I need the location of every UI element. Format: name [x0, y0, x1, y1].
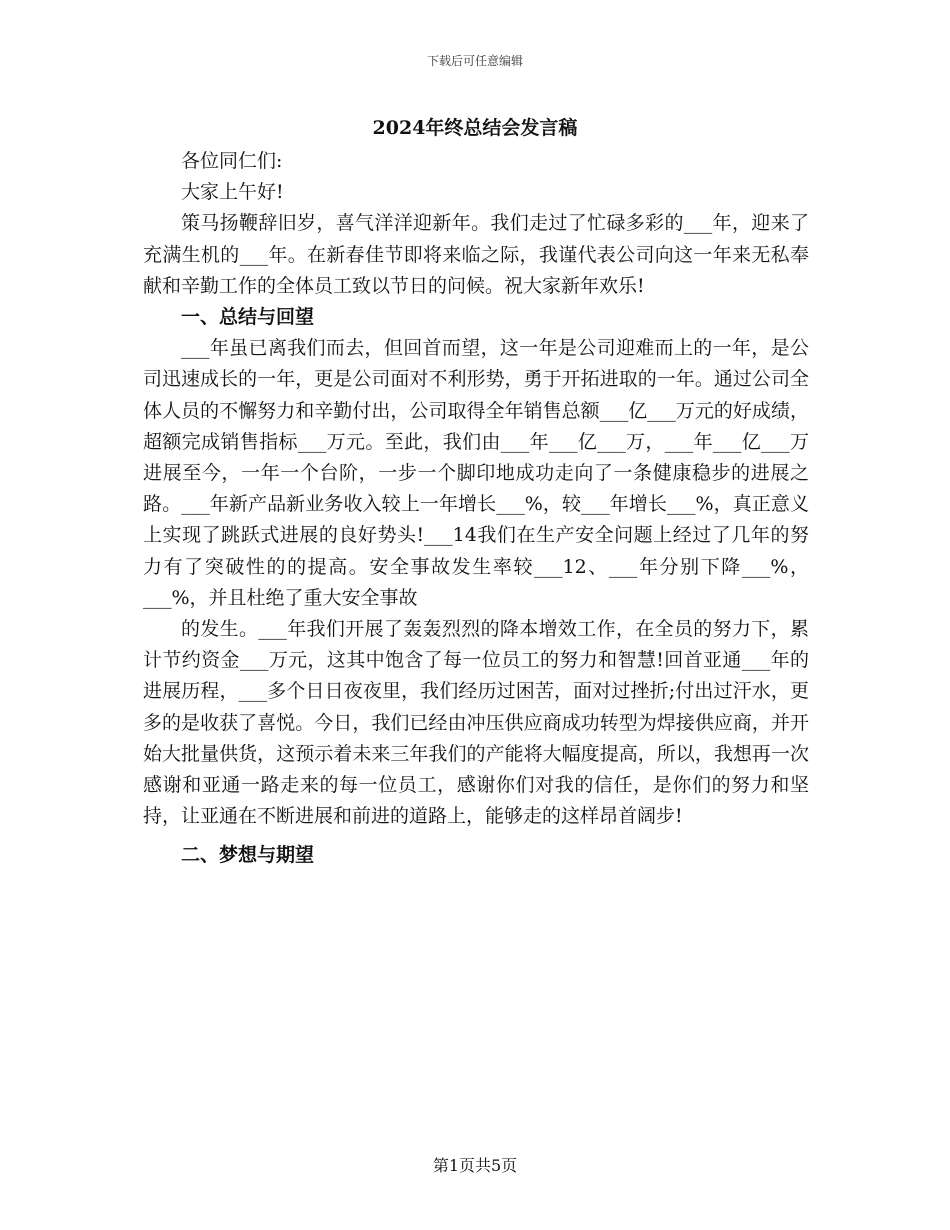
summary-paragraph-1: ___年虽已离我们而去，但回首而望，这一年是公司迎难而上的一年，是公司迅速成长的一年，更是公司面对不利形势，勇于开拓进取的一年。通过公司全体人员的不懈努力和辛勤付出，公司取得全年销售总额___亿___万元的好成绩，超额完成销售指标___万元。至此，我们由___年___亿___万，___年___亿___万进展至今，一年一个台阶，一步一个脚印地成功走向了一条健康稳步的进展之路。___年新产品新业务收入较上一年增长___%，较___年增长___%，真正意义上实现了跳跃式进展的良好势头!___14我们在生产安全问题上经过了几年的努力有了突破性的的提高。安全事故发生率较___12、___年分别下降___%，___%，并且杜绝了重大安全事故 [143, 337, 809, 609]
page-header-note: 下载后可任意编辑 [426, 54, 523, 68]
section-heading-summary: 一、总结与回望 [181, 306, 315, 329]
document-title: 2024年终总结会发言稿 [372, 117, 578, 139]
salutation: 各位同仁们: [181, 150, 283, 172]
intro-paragraph: 策马扬鞭辞旧岁，喜气洋洋迎新年。我们走过了忙碌多彩的___年，迎来了充满生机的___年。在新春佳节即将来临之际，我谨代表公司向这一年来无私奉献和辛勤工作的全体员工致以节日的问候。祝大家新年欢乐! [143, 212, 809, 297]
document-body [143, 146, 809, 872]
greeting: 大家上午好! [181, 181, 284, 204]
summary-paragraph-2: 的发生。___年我们开展了轰轰烈烈的降本增效工作，在全员的努力下，累计节约资金___万元，这其中饱含了每一位员工的努力和智慧!回首亚通___年的进展历程，___多个日日夜夜里，我们经历过困苦，面对过挫折;付出过汗水，更多的是收获了喜悦。今日，我们已经由冲压供应商成功转型为焊接供应商，并开始大批量供货，这预示着未来三年我们的产能将大幅度提高，所以，我想再一次感谢和亚通一路走来的每一位员工，感谢你们对我的信任，是你们的努力和坚持，让亚通在不断进展和前进的道路上，能够走的这样昂首阔步! [143, 618, 809, 828]
page-number: 第1页共5页 [432, 1156, 518, 1175]
section-heading-dreams: 二、梦想与期望 [181, 844, 315, 867]
